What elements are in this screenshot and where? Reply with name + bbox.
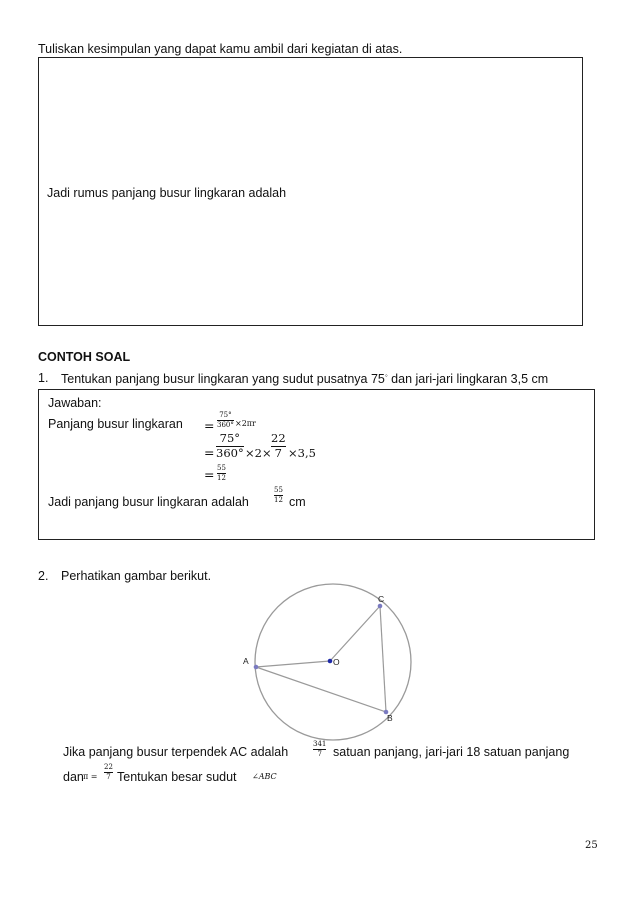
answer-lhs: Panjang busur lingkaran [48, 417, 183, 431]
problem-text-1: Jika panjang busur terpendek AC adalah [63, 745, 289, 759]
conclusion-denominator: 12 [274, 496, 283, 504]
point-a [254, 665, 259, 670]
step2-mid: ×2× [245, 446, 272, 460]
equals-sign-1: = [204, 418, 215, 433]
arc-length-fraction [313, 741, 326, 758]
answer-conclusion: Jadi panjang busur lingkaran adalah [48, 495, 249, 509]
pi-denominator: 7 [106, 773, 111, 781]
section-heading: CONTOH SOAL [38, 350, 131, 364]
step2-tail: ×3,5 [288, 446, 316, 460]
step2-denominator-2: 7 [274, 445, 282, 460]
page-number: 25 [585, 840, 598, 851]
point-c [378, 604, 383, 609]
step2-numerator: 75° [219, 431, 241, 445]
question-2-number: 2. [38, 569, 49, 583]
arc-numerator: 341 [313, 740, 327, 748]
step1-numerator: 75° [219, 411, 232, 419]
step2-numerator-2: 22 [271, 431, 286, 445]
label-b: B [387, 713, 393, 723]
pi-equals: π = [83, 772, 98, 781]
segment-ab [256, 667, 386, 712]
problem-text-2: satuan panjang, jari-jari 18 satuan panjang [333, 745, 570, 759]
question-1-number: 1. [38, 371, 49, 385]
angle-abc: ∠ABC [252, 772, 277, 781]
problem-text-4: Tentukan besar sudut [117, 770, 237, 784]
formula-prompt: Jadi rumus panjang busur lingkaran adalah [47, 186, 287, 200]
problem-text-3: dan [63, 770, 84, 784]
equals-sign-2: = [204, 445, 215, 460]
label-o: O [333, 657, 340, 667]
conclusion-numerator: 55 [274, 486, 283, 494]
pi-fraction [104, 764, 113, 781]
label-c: C [378, 594, 385, 604]
question-2-text: Perhatikan gambar berikut. [61, 569, 212, 583]
degree-mark: ◦ [384, 371, 388, 380]
arc-denominator: 7 [317, 750, 322, 758]
step2-denominator: 360° [216, 445, 244, 460]
segment-oc [330, 606, 380, 661]
segment-ao [256, 661, 330, 667]
step1-tail: ×2πr [235, 419, 256, 428]
question-1-text-main: Tentukan panjang busur lingkaran yang sudut pusatnya 75 [61, 372, 385, 387]
step3-numerator: 55 [217, 464, 226, 472]
point-o [328, 659, 333, 664]
conclusion-unit: cm [289, 495, 306, 509]
equals-sign-3: = [204, 467, 215, 482]
question-1-text-end: dan jari-jari lingkaran 3,5 cm [387, 372, 549, 387]
step3-denominator: 12 [217, 474, 226, 482]
step1-denominator: 360° [217, 421, 234, 429]
answer-label: Jawaban: [48, 396, 102, 410]
label-a: A [243, 656, 249, 666]
pi-numerator: 22 [104, 763, 113, 771]
instruction-text: Tuliskan kesimpulan yang dapat kamu ambil dari kegiatan di atas. [38, 42, 403, 56]
segment-cb [380, 606, 386, 712]
